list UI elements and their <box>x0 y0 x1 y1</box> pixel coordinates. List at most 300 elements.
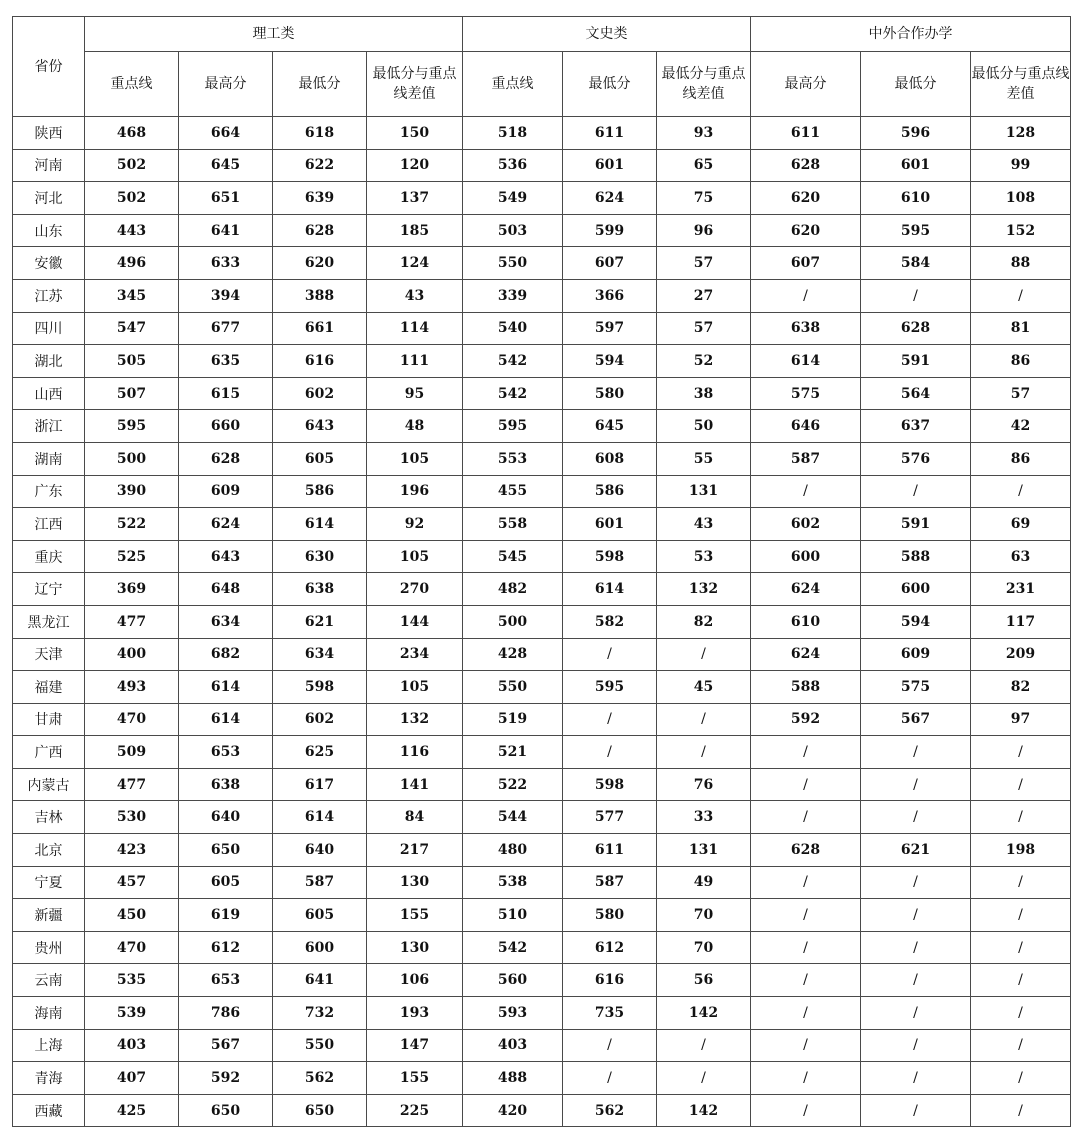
value-cell: 128 <box>971 117 1071 150</box>
value-cell: / <box>861 736 971 769</box>
value-cell: 155 <box>367 899 463 932</box>
group-header-joint-program: 中外合作办学 <box>751 17 1071 52</box>
value-cell: 52 <box>657 345 751 378</box>
value-cell: / <box>971 866 1071 899</box>
column-header: 最低分与重点线差值 <box>657 52 751 117</box>
value-cell: 607 <box>563 247 657 280</box>
value-cell: 147 <box>367 1029 463 1062</box>
value-cell: 70 <box>657 931 751 964</box>
value-cell: 81 <box>971 312 1071 345</box>
table-row <box>13 410 1071 443</box>
value-cell: 594 <box>563 345 657 378</box>
column-header: 最低分与重点线差值 <box>367 52 463 117</box>
table-row <box>13 345 1071 378</box>
value-cell: 628 <box>861 312 971 345</box>
value-cell: / <box>657 1029 751 1062</box>
province-cell: 四川 <box>13 312 85 345</box>
value-cell: 369 <box>85 573 179 606</box>
value-cell: 575 <box>861 671 971 704</box>
value-cell: 522 <box>85 508 179 541</box>
province-header: 省份 <box>13 17 85 117</box>
value-cell: 70 <box>657 899 751 932</box>
value-cell: 550 <box>463 247 563 280</box>
group-header-arts: 文史类 <box>463 17 751 52</box>
value-cell: / <box>971 801 1071 834</box>
value-cell: 502 <box>85 149 179 182</box>
value-cell: 611 <box>563 117 657 150</box>
value-cell: / <box>861 1094 971 1127</box>
value-cell: 616 <box>273 345 367 378</box>
table-row <box>13 768 1071 801</box>
value-cell: / <box>971 931 1071 964</box>
value-cell: / <box>563 1029 657 1062</box>
value-cell: / <box>861 899 971 932</box>
value-cell: 587 <box>273 866 367 899</box>
value-cell: 540 <box>463 312 563 345</box>
value-cell: / <box>971 768 1071 801</box>
value-cell: 457 <box>85 866 179 899</box>
value-cell: 117 <box>971 605 1071 638</box>
value-cell: 586 <box>563 475 657 508</box>
value-cell: 735 <box>563 997 657 1030</box>
value-cell: 470 <box>85 931 179 964</box>
value-cell: 595 <box>861 214 971 247</box>
value-cell: 111 <box>367 345 463 378</box>
table-row <box>13 442 1071 475</box>
value-cell: / <box>861 964 971 997</box>
value-cell: 500 <box>463 605 563 638</box>
value-cell: 86 <box>971 442 1071 475</box>
value-cell: 638 <box>751 312 861 345</box>
value-cell: 605 <box>273 442 367 475</box>
value-cell: 502 <box>85 182 179 215</box>
value-cell: 480 <box>463 834 563 867</box>
value-cell: 592 <box>751 703 861 736</box>
column-header: 最高分 <box>751 52 861 117</box>
value-cell: 131 <box>657 834 751 867</box>
value-cell: 601 <box>861 149 971 182</box>
table-row <box>13 149 1071 182</box>
value-cell: 630 <box>273 540 367 573</box>
value-cell: 641 <box>273 964 367 997</box>
value-cell: 624 <box>563 182 657 215</box>
province-cell: 内蒙古 <box>13 768 85 801</box>
value-cell: 225 <box>367 1094 463 1127</box>
value-cell: 619 <box>179 899 273 932</box>
value-cell: 625 <box>273 736 367 769</box>
value-cell: 217 <box>367 834 463 867</box>
value-cell: / <box>657 638 751 671</box>
column-header: 最低分与重点线差值 <box>971 52 1071 117</box>
value-cell: 550 <box>463 671 563 704</box>
value-cell: 536 <box>463 149 563 182</box>
value-cell: 567 <box>179 1029 273 1062</box>
value-cell: 650 <box>273 1094 367 1127</box>
value-cell: 611 <box>563 834 657 867</box>
table-row <box>13 899 1071 932</box>
province-cell: 广西 <box>13 736 85 769</box>
value-cell: 33 <box>657 801 751 834</box>
column-header: 最低分 <box>273 52 367 117</box>
value-cell: 132 <box>367 703 463 736</box>
value-cell: / <box>971 997 1071 1030</box>
value-cell: 646 <box>751 410 861 443</box>
column-header: 重点线 <box>85 52 179 117</box>
value-cell: 106 <box>367 964 463 997</box>
value-cell: 270 <box>367 573 463 606</box>
value-cell: / <box>861 866 971 899</box>
value-cell: / <box>861 768 971 801</box>
value-cell: 482 <box>463 573 563 606</box>
value-cell: 95 <box>367 377 463 410</box>
value-cell: / <box>657 703 751 736</box>
value-cell: 152 <box>971 214 1071 247</box>
value-cell: / <box>861 1029 971 1062</box>
value-cell: 234 <box>367 638 463 671</box>
value-cell: 231 <box>971 573 1071 606</box>
value-cell: 648 <box>179 573 273 606</box>
value-cell: 43 <box>657 508 751 541</box>
value-cell: 653 <box>179 964 273 997</box>
admission-score-table <box>12 16 1071 1127</box>
value-cell: 428 <box>463 638 563 671</box>
value-cell: 116 <box>367 736 463 769</box>
value-cell: 496 <box>85 247 179 280</box>
province-cell: 贵州 <box>13 931 85 964</box>
value-cell: 582 <box>563 605 657 638</box>
value-cell: / <box>751 801 861 834</box>
value-cell: 63 <box>971 540 1071 573</box>
value-cell: 586 <box>273 475 367 508</box>
value-cell: 92 <box>367 508 463 541</box>
province-cell: 福建 <box>13 671 85 704</box>
value-cell: 43 <box>367 279 463 312</box>
value-cell: 57 <box>971 377 1071 410</box>
value-cell: 621 <box>273 605 367 638</box>
value-cell: 56 <box>657 964 751 997</box>
table-row <box>13 312 1071 345</box>
value-cell: 65 <box>657 149 751 182</box>
column-header: 最低分 <box>563 52 657 117</box>
value-cell: 558 <box>463 508 563 541</box>
value-cell: 547 <box>85 312 179 345</box>
province-cell: 山西 <box>13 377 85 410</box>
table-row <box>13 736 1071 769</box>
value-cell: 542 <box>463 931 563 964</box>
value-cell: 601 <box>563 149 657 182</box>
value-cell: 598 <box>563 768 657 801</box>
value-cell: 530 <box>85 801 179 834</box>
value-cell: 45 <box>657 671 751 704</box>
value-cell: 786 <box>179 997 273 1030</box>
value-cell: 539 <box>85 997 179 1030</box>
column-header: 重点线 <box>463 52 563 117</box>
value-cell: 535 <box>85 964 179 997</box>
province-cell: 河南 <box>13 149 85 182</box>
value-cell: 366 <box>563 279 657 312</box>
value-cell: 620 <box>273 247 367 280</box>
value-cell: / <box>861 475 971 508</box>
table-row <box>13 605 1071 638</box>
value-cell: 468 <box>85 117 179 150</box>
value-cell: 97 <box>971 703 1071 736</box>
value-cell: 142 <box>657 997 751 1030</box>
value-cell: 196 <box>367 475 463 508</box>
value-cell: 605 <box>273 899 367 932</box>
value-cell: 615 <box>179 377 273 410</box>
province-cell: 天津 <box>13 638 85 671</box>
value-cell: 635 <box>179 345 273 378</box>
value-cell: / <box>971 1062 1071 1095</box>
value-cell: 345 <box>85 279 179 312</box>
value-cell: / <box>971 736 1071 769</box>
value-cell: 661 <box>273 312 367 345</box>
header-column-row <box>13 52 1071 117</box>
value-cell: 141 <box>367 768 463 801</box>
value-cell: 638 <box>179 768 273 801</box>
value-cell: 131 <box>657 475 751 508</box>
value-cell: 599 <box>563 214 657 247</box>
value-cell: 423 <box>85 834 179 867</box>
value-cell: 388 <box>273 279 367 312</box>
value-cell: / <box>751 931 861 964</box>
value-cell: 48 <box>367 410 463 443</box>
value-cell: 75 <box>657 182 751 215</box>
value-cell: 193 <box>367 997 463 1030</box>
value-cell: / <box>751 1062 861 1095</box>
value-cell: 155 <box>367 1062 463 1095</box>
value-cell: 38 <box>657 377 751 410</box>
value-cell: 505 <box>85 345 179 378</box>
value-cell: 50 <box>657 410 751 443</box>
table-row <box>13 671 1071 704</box>
value-cell: 620 <box>751 182 861 215</box>
value-cell: 562 <box>563 1094 657 1127</box>
province-cell: 海南 <box>13 997 85 1030</box>
value-cell: 477 <box>85 768 179 801</box>
value-cell: 628 <box>751 834 861 867</box>
value-cell: 591 <box>861 345 971 378</box>
value-cell: / <box>861 997 971 1030</box>
value-cell: 653 <box>179 736 273 769</box>
value-cell: 651 <box>179 182 273 215</box>
table-row <box>13 997 1071 1030</box>
value-cell: 142 <box>657 1094 751 1127</box>
value-cell: / <box>861 1062 971 1095</box>
value-cell: 611 <box>751 117 861 150</box>
value-cell: 390 <box>85 475 179 508</box>
value-cell: 641 <box>179 214 273 247</box>
value-cell: 69 <box>971 508 1071 541</box>
column-header: 最高分 <box>179 52 273 117</box>
value-cell: 595 <box>463 410 563 443</box>
value-cell: 600 <box>751 540 861 573</box>
table-row <box>13 703 1071 736</box>
value-cell: 596 <box>861 117 971 150</box>
value-cell: 732 <box>273 997 367 1030</box>
province-cell: 浙江 <box>13 410 85 443</box>
province-cell: 黑龙江 <box>13 605 85 638</box>
value-cell: 105 <box>367 671 463 704</box>
value-cell: 664 <box>179 117 273 150</box>
value-cell: 455 <box>463 475 563 508</box>
value-cell: 84 <box>367 801 463 834</box>
value-cell: 682 <box>179 638 273 671</box>
province-cell: 新疆 <box>13 899 85 932</box>
value-cell: 522 <box>463 768 563 801</box>
value-cell: 53 <box>657 540 751 573</box>
value-cell: / <box>861 801 971 834</box>
value-cell: / <box>971 899 1071 932</box>
value-cell: 624 <box>751 638 861 671</box>
value-cell: 130 <box>367 866 463 899</box>
province-cell: 辽宁 <box>13 573 85 606</box>
value-cell: 518 <box>463 117 563 150</box>
value-cell: 591 <box>861 508 971 541</box>
province-cell: 湖南 <box>13 442 85 475</box>
table-row <box>13 573 1071 606</box>
value-cell: 560 <box>463 964 563 997</box>
value-cell: 542 <box>463 345 563 378</box>
value-cell: 637 <box>861 410 971 443</box>
province-cell: 北京 <box>13 834 85 867</box>
value-cell: 614 <box>273 801 367 834</box>
value-cell: 519 <box>463 703 563 736</box>
value-cell: / <box>971 1094 1071 1127</box>
value-cell: / <box>563 638 657 671</box>
value-cell: 628 <box>751 149 861 182</box>
value-cell: 500 <box>85 442 179 475</box>
value-cell: 612 <box>563 931 657 964</box>
value-cell: 640 <box>179 801 273 834</box>
province-cell: 湖北 <box>13 345 85 378</box>
province-cell: 宁夏 <box>13 866 85 899</box>
value-cell: 114 <box>367 312 463 345</box>
value-cell: 600 <box>273 931 367 964</box>
value-cell: 124 <box>367 247 463 280</box>
value-cell: / <box>751 866 861 899</box>
value-cell: 616 <box>563 964 657 997</box>
value-cell: 638 <box>273 573 367 606</box>
value-cell: / <box>751 1029 861 1062</box>
table-row <box>13 638 1071 671</box>
value-cell: / <box>751 964 861 997</box>
value-cell: 576 <box>861 442 971 475</box>
value-cell: / <box>971 964 1071 997</box>
value-cell: 602 <box>751 508 861 541</box>
value-cell: 49 <box>657 866 751 899</box>
value-cell: / <box>751 899 861 932</box>
value-cell: 86 <box>971 345 1071 378</box>
value-cell: 120 <box>367 149 463 182</box>
value-cell: 650 <box>179 834 273 867</box>
province-cell: 上海 <box>13 1029 85 1062</box>
value-cell: / <box>751 997 861 1030</box>
value-cell: / <box>751 768 861 801</box>
value-cell: 595 <box>85 410 179 443</box>
province-cell: 河北 <box>13 182 85 215</box>
value-cell: 521 <box>463 736 563 769</box>
value-cell: 624 <box>179 508 273 541</box>
value-cell: 618 <box>273 117 367 150</box>
province-cell: 云南 <box>13 964 85 997</box>
value-cell: 628 <box>179 442 273 475</box>
value-cell: / <box>751 1094 861 1127</box>
value-cell: 550 <box>273 1029 367 1062</box>
value-cell: 425 <box>85 1094 179 1127</box>
value-cell: 592 <box>179 1062 273 1095</box>
value-cell: 600 <box>861 573 971 606</box>
value-cell: 339 <box>463 279 563 312</box>
value-cell: 82 <box>657 605 751 638</box>
value-cell: 82 <box>971 671 1071 704</box>
table-row <box>13 508 1071 541</box>
value-cell: 105 <box>367 442 463 475</box>
value-cell: 614 <box>179 671 273 704</box>
value-cell: 88 <box>971 247 1071 280</box>
province-cell: 广东 <box>13 475 85 508</box>
value-cell: 525 <box>85 540 179 573</box>
value-cell: 96 <box>657 214 751 247</box>
value-cell: / <box>751 736 861 769</box>
value-cell: / <box>563 1062 657 1095</box>
value-cell: / <box>971 1029 1071 1062</box>
table-row <box>13 182 1071 215</box>
value-cell: 677 <box>179 312 273 345</box>
value-cell: 584 <box>861 247 971 280</box>
province-cell: 安徽 <box>13 247 85 280</box>
value-cell: 593 <box>463 997 563 1030</box>
value-cell: 608 <box>563 442 657 475</box>
value-cell: 609 <box>179 475 273 508</box>
province-cell: 重庆 <box>13 540 85 573</box>
column-header: 最低分 <box>861 52 971 117</box>
table-row <box>13 1094 1071 1127</box>
value-cell: 575 <box>751 377 861 410</box>
value-cell: 137 <box>367 182 463 215</box>
table-row <box>13 1029 1071 1062</box>
value-cell: / <box>657 1062 751 1095</box>
value-cell: 55 <box>657 442 751 475</box>
value-cell: 595 <box>563 671 657 704</box>
table-row <box>13 964 1071 997</box>
value-cell: 609 <box>861 638 971 671</box>
value-cell: / <box>861 279 971 312</box>
value-cell: 643 <box>179 540 273 573</box>
value-cell: 144 <box>367 605 463 638</box>
table-row <box>13 931 1071 964</box>
table-row <box>13 214 1071 247</box>
value-cell: 610 <box>861 182 971 215</box>
value-cell: 614 <box>563 573 657 606</box>
value-cell: / <box>971 475 1071 508</box>
value-cell: 594 <box>861 605 971 638</box>
group-header-science: 理工类 <box>85 17 463 52</box>
province-cell: 陕西 <box>13 117 85 150</box>
value-cell: 27 <box>657 279 751 312</box>
value-cell: 105 <box>367 540 463 573</box>
value-cell: 580 <box>563 377 657 410</box>
value-cell: 614 <box>751 345 861 378</box>
value-cell: 99 <box>971 149 1071 182</box>
value-cell: 477 <box>85 605 179 638</box>
header-group-row <box>13 17 1071 52</box>
value-cell: 538 <box>463 866 563 899</box>
value-cell: 601 <box>563 508 657 541</box>
table-row <box>13 247 1071 280</box>
value-cell: 614 <box>179 703 273 736</box>
table-row <box>13 475 1071 508</box>
